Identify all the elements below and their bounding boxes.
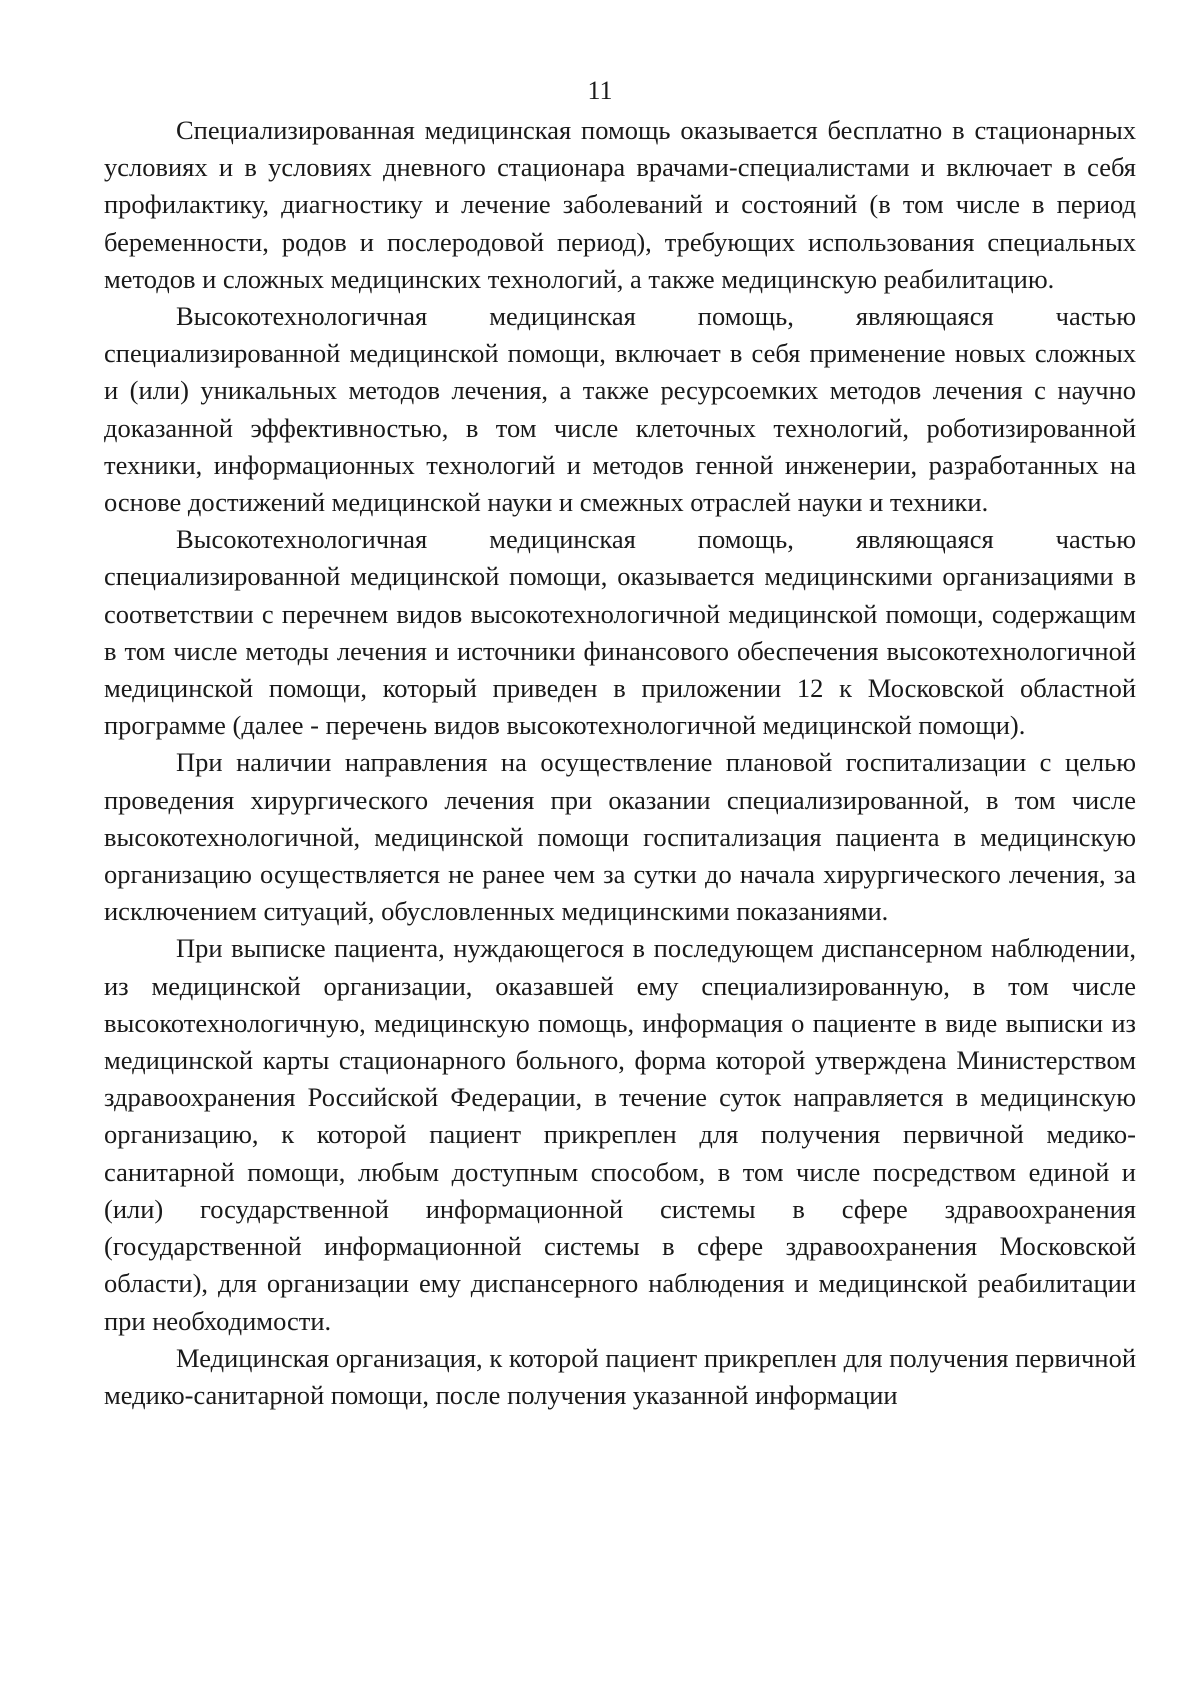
document-body xyxy=(104,112,1136,1414)
paragraph-high-tech-care-definition: Высокотехнологичная медицинская помощь, являющаяся частью специализированной медицинской помощи, включает в себя применение новых сложных и (или) уникальных методов лечения, а также ресурсоемких методов лечения с научно доказанной эффективностью, в том числе клеточных технологий, роботизированной техники, информационных технологий и методов генной инженерии, разработанных на основе достижений медицинской науки и смежных отраслей науки и техники. xyxy=(104,301,1136,518)
paragraph-high-tech-care-provision: Высокотехнологичная медицинская помощь, являющаяся частью специализированной медицинской помощи, оказывается медицинскими организациями в соответствии с перечнем видов высокотехнологичной медицинской помощи, содержащим в том числе методы лечения и источники финансового обеспечения высокотехнологичной медицинской помощи, который приведен в приложении 12 к Московской областной программе (далее - перечень видов высокотехнологичной медицинской помощи). xyxy=(104,524,1136,741)
paragraph-planned-hospitalization: При наличии направления на осуществление плановой госпитализации с целью проведения хирургического лечения при оказании специализированной, в том числе высокотехнологичной, медицинской помощи госпитализация пациента в медицинскую организацию осуществляется не ранее чем за сутки до начала хирургического лечения, за исключением ситуаций, обусловленных медицинскими показаниями. xyxy=(104,747,1136,927)
paragraph-attached-organization: Медицинская организация, к которой пациент прикреплен для получения первичной медико-санитарной помощи, после получения указанной информации xyxy=(104,1342,1136,1410)
page-number: 11 xyxy=(587,76,613,105)
paragraph-specialized-care: Специализированная медицинская помощь оказывается бесплатно в стационарных условиях и в условиях дневного стационара врачами-специалистами и включает в себя профилактику, диагностику и лечение заболеваний и состояний (в том числе в период беременности, родов и послеродовой период), требующих использования специальных методов и сложных медицинских технологий, а также медицинскую реабилитацию. xyxy=(104,115,1136,294)
paragraph-patient-discharge: При выписке пациента, нуждающегося в последующем диспансерном наблюдении, из медицинской организации, оказавшей ему специализированную, в том числе высокотехнологичную, медицинскую помощь, информация о пациенте в виде выписки из медицинской карты стационарного больного, форма которой утверждена Министерством здравоохранения Российской Федерации, в течение суток направляется в медицинскую организацию, к которой пациент прикреплен для получения первичной медико-санитарной помощи, любым доступным способом, в том числе посредством единой и (или) государственной информационной системы в сфере здравоохранения (государственной информационной системы в сфере здравоохранения Московской области), для организации ему диспансерного наблюдения и медицинской реабилитации при необходимости. xyxy=(104,933,1136,1336)
